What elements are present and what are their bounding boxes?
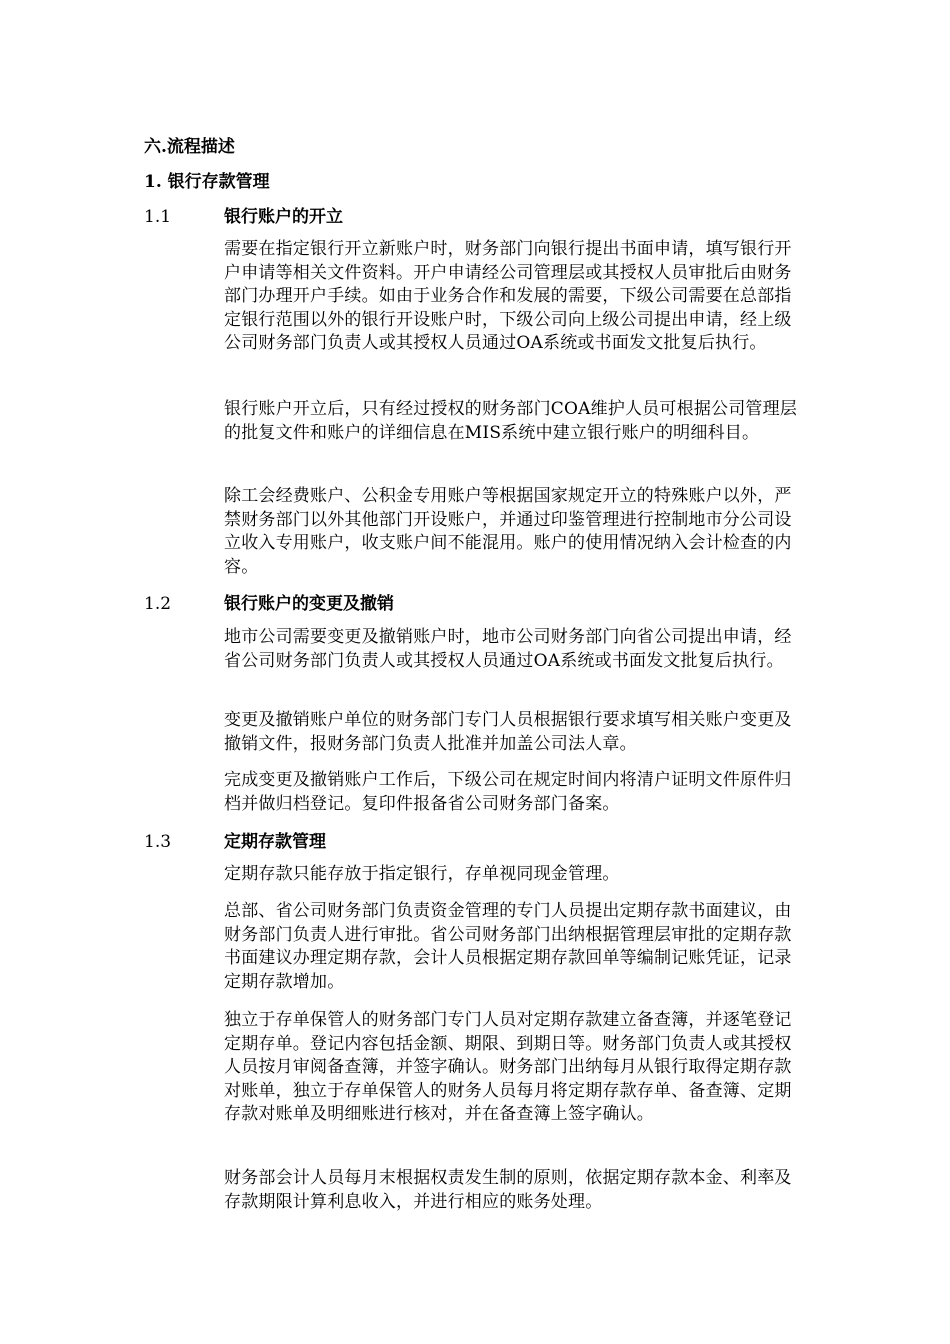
subsection-heading	[144, 205, 343, 229]
paragraph: 变更及撤销账户单位的财务部门专门人员根据银行要求填写相关账户变更及撤销文件，报财务部门负责人批准并加盖公司法人章。	[224, 710, 792, 754]
section-title: 银行存款管理	[167, 172, 270, 192]
subsection-number: 1.1	[144, 207, 172, 227]
subsection-heading	[144, 830, 326, 854]
subsection-number: 1.2	[144, 594, 172, 614]
section-number: 1.	[144, 172, 162, 192]
paragraph: 银行账户开立后，只有经过授权的财务部门COA维护人员可根据公司管理层的批复文件和账户的详细信息在MIS系统中建立银行账户的明细科目。	[224, 399, 798, 443]
paragraph: 定期存款只能存放于指定银行，存单视同现金管理。	[224, 864, 620, 884]
subsection-title: 定期存款管理	[224, 832, 326, 852]
subsection-title: 银行账户的变更及撤销	[224, 594, 394, 614]
paragraph: 除工会经费账户、公积金专用账户等根据国家规定开立的特殊账户以外，严禁财务部门以外其他部门开设账户，并通过印鉴管理进行控制地市分公司设立收入专用账户，收支账户间不能混用。账户的使用情况纳入会计检查的内容。	[224, 486, 792, 577]
section-heading	[144, 170, 270, 194]
paragraph: 独立于存单保管人的财务部门专门人员对定期存款建立备查簿，并逐笔登记定期存单。登记内容包括金额、期限、到期日等。财务部门负责人或其授权人员按月审阅备查簿，并签字确认。财务部门出纳每月从银行取得定期存款对账单，独立于存单保管人的财务人员每月将定期存款存单、备查簿、定期存款对账单及明细账进行核对，并在备查簿上签字确认。	[224, 1010, 792, 1125]
paragraph: 需要在指定银行开立新账户时，财务部门向银行提出书面申请，填写银行开户申请等相关文件资料。开户申请经公司管理层或其授权人员审批后由财务部门办理开户手续。如由于业务合作和发展的需要，下级公司需要在总部指定银行范围以外的银行开设账户时，下级公司向上级公司提出申请，经上级公司财务部门负责人或其授权人员通过OA系统或书面发文批复后执行。	[224, 239, 792, 354]
paragraph: 总部、省公司财务部门负责资金管理的专门人员提出定期存款书面建议，由财务部门负责人进行审批。省公司财务部门出纳根据管理层审批的定期存款书面建议办理定期存款，会计人员根据定期存款回单等编制记账凭证，记录定期存款增加。	[224, 901, 792, 992]
subsection-title: 银行账户的开立	[224, 207, 343, 227]
subsection-heading	[144, 592, 394, 616]
chapter-heading: 六.流程描述	[144, 137, 235, 157]
subsection-number: 1.3	[144, 832, 172, 852]
paragraph: 地市公司需要变更及撤销账户时，地市公司财务部门向省公司提出申请，经省公司财务部门负责人或其授权人员通过OA系统或书面发文批复后执行。	[224, 627, 792, 671]
paragraph: 完成变更及撤销账户工作后，下级公司在规定时间内将清户证明文件原件归档并做归档登记。复印件报备省公司财务部门备案。	[224, 770, 792, 814]
paragraph: 财务部会计人员每月末根据权责发生制的原则，依据定期存款本金、利率及存款期限计算利息收入，并进行相应的账务处理。	[224, 1168, 792, 1212]
